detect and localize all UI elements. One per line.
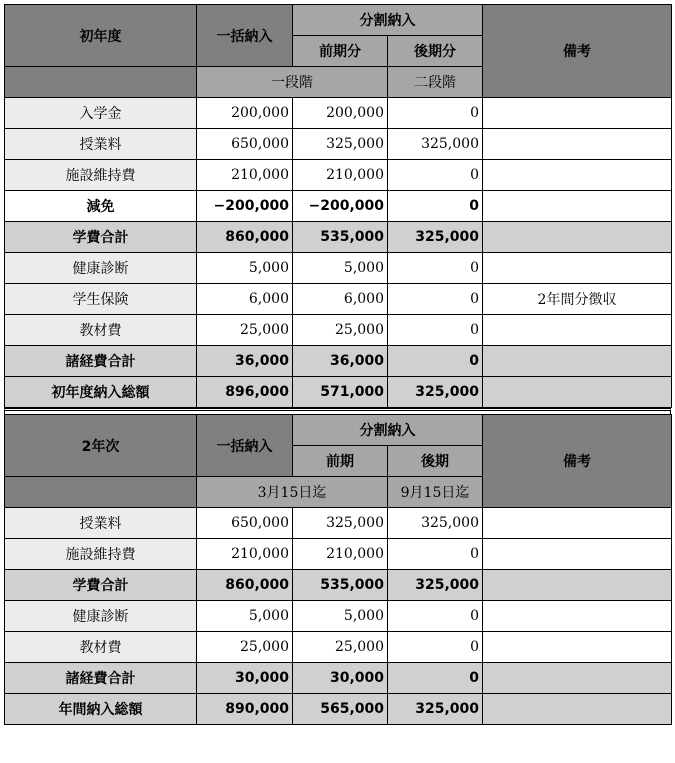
- row-label: 入学金: [5, 98, 197, 129]
- first-term-header: 前期: [293, 446, 388, 477]
- row-label: 諸経費合計: [5, 663, 197, 694]
- remarks-value: [483, 222, 672, 253]
- table-row: [5, 601, 672, 632]
- subtotal-row: [5, 346, 672, 377]
- remarks-value: [483, 346, 672, 377]
- table-row: [5, 129, 672, 160]
- second-value: 0: [388, 98, 483, 129]
- row-label: 健康診断: [5, 253, 197, 284]
- first-value: 535,000: [293, 222, 388, 253]
- remarks-value: [483, 98, 672, 129]
- table-row: [5, 315, 672, 346]
- table-row: [5, 508, 672, 539]
- remarks-value: [483, 694, 672, 725]
- row-label: 施設維持費: [5, 160, 197, 191]
- remarks-value: [483, 377, 672, 408]
- row-label: 授業料: [5, 129, 197, 160]
- second-value: 325,000: [388, 222, 483, 253]
- first-value: 210,000: [293, 539, 388, 570]
- remarks-value: [483, 570, 672, 601]
- lump-value: 890,000: [197, 694, 293, 725]
- row-label: 初年度納入総額: [5, 377, 197, 408]
- second-value: 325,000: [388, 694, 483, 725]
- row-label: 学費合計: [5, 570, 197, 601]
- lump-value: 860,000: [197, 222, 293, 253]
- row-label: 教材費: [5, 315, 197, 346]
- lump-value: 6,000: [197, 284, 293, 315]
- row-label: 教材費: [5, 632, 197, 663]
- stage2-label: 二段階: [388, 67, 483, 98]
- section-title: 2年次: [5, 415, 197, 477]
- remarks-value: [483, 253, 672, 284]
- second-value: 0: [388, 253, 483, 284]
- grand-total-row: [5, 694, 672, 725]
- first-value: 25,000: [293, 315, 388, 346]
- subtotal-row: [5, 570, 672, 601]
- remarks-value: [483, 129, 672, 160]
- second-value: 325,000: [388, 377, 483, 408]
- split-payment-header: 分割納入: [293, 5, 483, 36]
- subtotal-row: [5, 663, 672, 694]
- grand-total-row: [5, 377, 672, 408]
- second-value: 325,000: [388, 570, 483, 601]
- remarks-value: 2年間分徴収: [483, 284, 672, 315]
- table-row: [5, 191, 672, 222]
- remarks-value: [483, 191, 672, 222]
- row-label: 年間納入総額: [5, 694, 197, 725]
- table-row: [5, 253, 672, 284]
- table-row: [5, 98, 672, 129]
- first-value: 200,000: [293, 98, 388, 129]
- first-value: 5,000: [293, 253, 388, 284]
- first-value: 6,000: [293, 284, 388, 315]
- split-payment-header: 分割納入: [293, 415, 483, 446]
- table-row: [5, 632, 672, 663]
- table-row: [5, 160, 672, 191]
- stage1-label: 一段階: [197, 67, 388, 98]
- remarks-value: [483, 508, 672, 539]
- first-value: 535,000: [293, 570, 388, 601]
- second-value: 0: [388, 539, 483, 570]
- first-year-fee-table: [4, 4, 672, 408]
- second-value: 325,000: [388, 129, 483, 160]
- remarks-value: [483, 160, 672, 191]
- section-title: 初年度: [5, 5, 197, 67]
- second-value: 0: [388, 284, 483, 315]
- remarks-header: 備考: [483, 415, 672, 508]
- stage2-label: 9月15日迄: [388, 477, 483, 508]
- lump-value: −200,000: [197, 191, 293, 222]
- lump-value: 36,000: [197, 346, 293, 377]
- lump-value: 200,000: [197, 98, 293, 129]
- remarks-header: 備考: [483, 5, 672, 98]
- lump-value: 5,000: [197, 253, 293, 284]
- row-label: 諸経費合計: [5, 346, 197, 377]
- first-value: −200,000: [293, 191, 388, 222]
- lump-value: 30,000: [197, 663, 293, 694]
- remarks-value: [483, 315, 672, 346]
- subtotal-row: [5, 222, 672, 253]
- first-value: 30,000: [293, 663, 388, 694]
- row-label: 授業料: [5, 508, 197, 539]
- second-value: 325,000: [388, 508, 483, 539]
- second-year-fee-table: [4, 414, 672, 725]
- second-value: 0: [388, 191, 483, 222]
- remarks-value: [483, 663, 672, 694]
- first-value: 325,000: [293, 508, 388, 539]
- remarks-value: [483, 601, 672, 632]
- row-label: 学生保険: [5, 284, 197, 315]
- first-value: 325,000: [293, 129, 388, 160]
- row-label: 減免: [5, 191, 197, 222]
- lump-value: 25,000: [197, 315, 293, 346]
- first-term-header: 前期分: [293, 36, 388, 67]
- lump-value: 650,000: [197, 508, 293, 539]
- lump-value: 210,000: [197, 160, 293, 191]
- lump-value: 210,000: [197, 539, 293, 570]
- second-value: 0: [388, 632, 483, 663]
- first-value: 25,000: [293, 632, 388, 663]
- lump-sum-header: 一括納入: [197, 5, 293, 67]
- table-row: [5, 539, 672, 570]
- row-label: 学費合計: [5, 222, 197, 253]
- fee-tables: [4, 4, 671, 725]
- second-value: 0: [388, 160, 483, 191]
- lump-value: 650,000: [197, 129, 293, 160]
- second-value: 0: [388, 315, 483, 346]
- second-value: 0: [388, 663, 483, 694]
- first-value: 5,000: [293, 601, 388, 632]
- first-value: 571,000: [293, 377, 388, 408]
- second-term-header: 後期: [388, 446, 483, 477]
- first-value: 36,000: [293, 346, 388, 377]
- row-label: 施設維持費: [5, 539, 197, 570]
- second-value: 0: [388, 346, 483, 377]
- lump-value: 25,000: [197, 632, 293, 663]
- first-value: 210,000: [293, 160, 388, 191]
- lump-sum-header: 一括納入: [197, 415, 293, 477]
- second-value: 0: [388, 601, 483, 632]
- lump-value: 896,000: [197, 377, 293, 408]
- table-row: [5, 284, 672, 315]
- row-label: 健康診断: [5, 601, 197, 632]
- lump-value: 860,000: [197, 570, 293, 601]
- first-value: 565,000: [293, 694, 388, 725]
- stage1-label: 3月15日迄: [197, 477, 388, 508]
- remarks-value: [483, 632, 672, 663]
- second-term-header: 後期分: [388, 36, 483, 67]
- remarks-value: [483, 539, 672, 570]
- lump-value: 5,000: [197, 601, 293, 632]
